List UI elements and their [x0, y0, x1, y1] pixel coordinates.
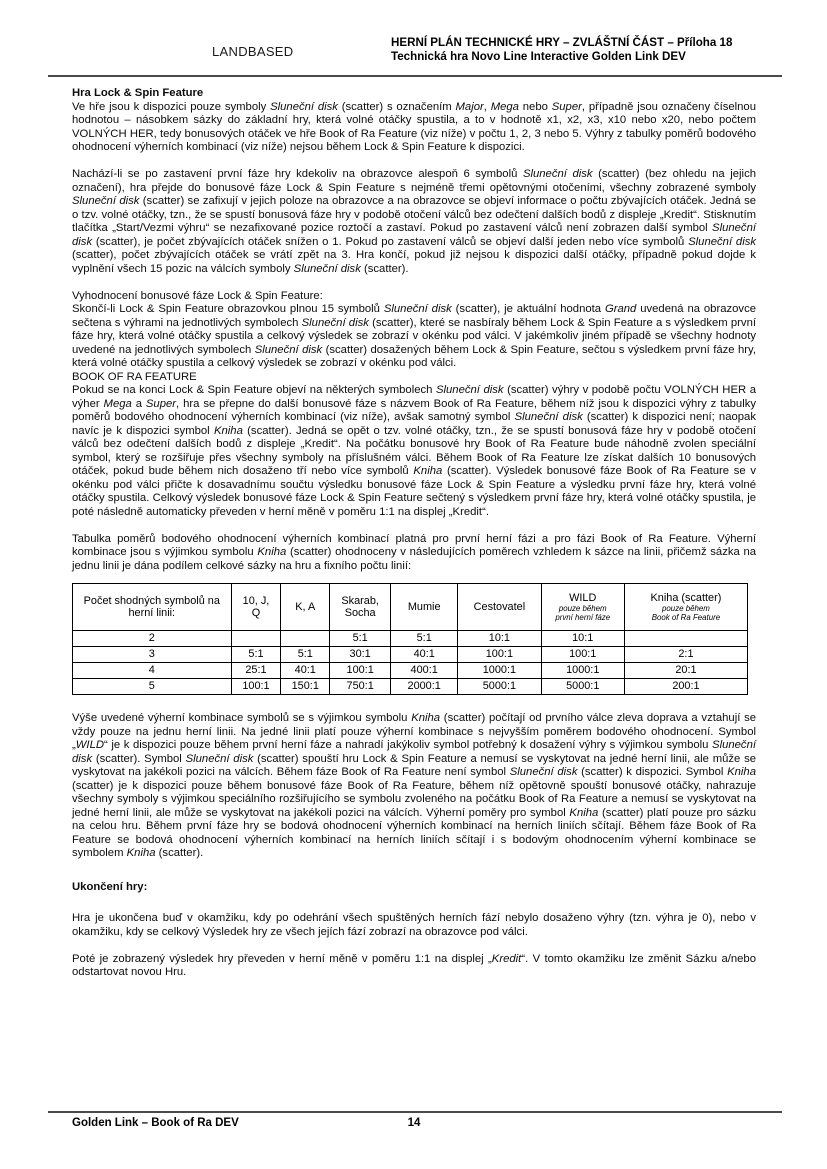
- text-run: Hra je ukončena buď v okamžiku, kdy po odehrání všech spuštěných herních fází nebylo dosaženo výhry (tzn. výhra je 0), nebo v okamžiku, kdy se celkový Výsledek hry ze všech jejích fází zobrazí na obrazovce pod válci.: [72, 912, 756, 938]
- table-cell: 100:1: [458, 647, 541, 663]
- text-run: Kniha: [126, 847, 156, 859]
- text-run: Sluneční disk: [270, 100, 338, 113]
- table-cell: 40:1: [391, 647, 458, 663]
- text-run: (scatter). Symbol: [92, 752, 186, 765]
- table-cell: 400:1: [391, 663, 458, 679]
- text-run: Ve hře jsou k dispozici pouze symboly: [72, 100, 271, 113]
- spacer: [72, 155, 756, 169]
- spacer: [72, 519, 756, 533]
- table-header-cell: [231, 584, 281, 631]
- text-run: (scatter) platí pouze pro sázku na celou hru. Během první fáze hry se bodová ohodnocení výherních kombinací na herních liniích sčítají. Během fáze Book of Ra Feature se bodová ohodnocení výherních kombinací na herních liniích sčítají i s bodovým ohodnocením výherní kombinace se symbolem: [72, 806, 756, 859]
- table-cell: 2:1: [624, 647, 747, 663]
- text-run: Poté je zobrazený výsledek hry převeden v herní měně v poměru 1:1 na displej „: [72, 952, 492, 965]
- para-lock-spin-rules: [72, 168, 756, 276]
- table-cell: [281, 631, 330, 647]
- table-cell: 20:1: [624, 663, 747, 679]
- table-cell: 2000:1: [391, 679, 458, 695]
- text-run: (scatter) k dispozici. Symbol: [577, 766, 728, 778]
- para-credit-transfer: [72, 953, 756, 980]
- table-cell: 100:1: [231, 679, 281, 695]
- text-run: Nachází-li se po zastavení první fáze hry kdekoliv na obrazovce alespoň 6 symbolů: [72, 168, 523, 180]
- footer-document-name: Golden Link – Book of Ra DEV: [72, 1117, 239, 1129]
- table-cell: 100:1: [541, 647, 624, 663]
- text-run: (scatter), je aktuální hodnota: [451, 303, 605, 315]
- text-run: nebo: [518, 100, 552, 113]
- header-main-line: Kniha (scatter): [650, 591, 722, 604]
- text-run: (scatter).: [360, 262, 409, 275]
- table-row: [73, 679, 748, 695]
- text-run: Sluneční disk: [514, 411, 583, 423]
- text-run: Sluneční disk: [509, 766, 578, 778]
- text-run: Ukončení hry:: [72, 880, 148, 893]
- table-cell: 30:1: [330, 647, 391, 663]
- header-main-line: Q: [251, 607, 261, 619]
- table-cell: 3: [73, 647, 232, 663]
- text-run: Výše uvedené výherní kombinace symbolů se s výjimkou symbolu: [72, 712, 412, 724]
- para-lock-spin-intro: [72, 101, 756, 155]
- text-run: (scatter) se zafixují v jejich poloze na obrazovce a na obrazovce se objeví informace o počtu zbývajících otáček. Jedná se o tzv. volné otáčky, tzn., že se spustí bonusová fáze hry v podobě otočení válců bez odečtení dalších bodů z displeje „Kredit“. Stisknutím tlačítka „Start/Vezmi výhru“ se nezafixované pozice roztočí a zastaví. Pokud po zastavení válců není zobrazen další symbol: [72, 195, 756, 234]
- header-divider: [48, 75, 782, 77]
- text-run: Sluneční disk: [185, 752, 254, 765]
- table-header-cell: [281, 584, 330, 631]
- table-cell: 5000:1: [458, 679, 541, 695]
- table-cell: 5: [73, 679, 232, 695]
- header-sub-line: Book of Ra Feature: [651, 613, 721, 623]
- table-header-cell: [330, 584, 391, 631]
- text-run: (scatter) ohodnoceny v následujících poměrech vzhledem k sázce na linii, přičemž sázka na jednu linii je dána podílem celkové sázky na hru a fixního počtu linií:: [72, 546, 757, 572]
- text-run: Sluneční disk: [435, 384, 504, 396]
- text-run: Kniha: [413, 465, 443, 477]
- header-main-line: K, A: [295, 600, 316, 613]
- line-evaluation-title: [72, 290, 756, 304]
- section-title-lock-spin: [72, 87, 756, 101]
- text-run: Sluneční disk: [383, 303, 452, 315]
- text-run: , případně jsou označeny číselnou hodnotou – násobkem sázky do základní hry, která volné otáčky spustila, a to v hodnotě x1, x2, x3, x10 nebo x20, nebo počtem VOLNÝCH HER, tedy bonusových otáček ve hře Book of Ra Feature (viz níže) v počtu 1, 2, 3 nebo 5. Výhry z tabulky poměrů bodového ohodnocení výherních kombinací (viz níže) nejsou během Lock & Spin Feature k dispozici.: [72, 100, 756, 153]
- table-cell: 5000:1: [541, 679, 624, 695]
- spacer: [72, 939, 756, 953]
- footer: [72, 1117, 756, 1129]
- table-cell: 5:1: [231, 647, 281, 663]
- text-run: (scatter). Jedná se opět o tzv. volné otáčky, tzn., že se spustí bonusová fáze hry v podobě otočení válců bez odečtení dalších bodů z displeje „Kredit“. Na počátku bonusové hry Book of Ra Feature bude náhodně zvolen speciální symbol, který se rozšiřuje přes všechny symboly na příslušném válci. Během Book of Ra Feature lze získat dalších 10 bonusových otáček, pokud bude během nich dosaženo tří nebo více symbolů: [72, 424, 756, 477]
- text-run: a: [131, 397, 146, 410]
- section-title-game-end: [72, 881, 756, 895]
- text-run: WILD: [75, 739, 105, 751]
- para-table-intro: [72, 533, 756, 574]
- text-run: “. V tomto okamžiku lze změnit Sázku a/nebo odstartovat novou Hru.: [72, 952, 756, 978]
- text-run: Sluneční disk: [522, 168, 593, 180]
- text-run: Kniha: [727, 766, 756, 778]
- para-win-combinations: [72, 712, 756, 861]
- text-run: Super: [551, 100, 582, 113]
- text-run: (scatter) spouští hru Lock & Spin Feature a nemusí se vyskytovat na jedné herní linii, ale může se vyskytovat na jakékoli pozici na válcích. Během fáze Book of Ra Feature není symbol: [72, 752, 756, 778]
- text-run: (scatter) k dispozici není; naopak navíc je k dispozici symbol: [72, 411, 756, 437]
- header-main-line: WILD: [569, 591, 597, 604]
- line-book-of-ra-title: [72, 371, 756, 385]
- payout-ratios-table: [72, 583, 748, 695]
- table-header-row: [73, 584, 748, 631]
- spacer: [72, 276, 756, 290]
- header-sub-line: první herní fáze: [555, 613, 611, 623]
- text-run: Pokud se na konci Lock & Spin Feature objeví na některých symbolech: [72, 384, 436, 396]
- spacer: [72, 573, 756, 583]
- header-main-line: herní linii:: [128, 607, 176, 619]
- text-run: Sluneční disk: [301, 316, 369, 329]
- table-row: [73, 631, 748, 647]
- content: [72, 87, 756, 980]
- table-cell: 200:1: [624, 679, 747, 695]
- para-book-of-ra: [72, 384, 756, 519]
- spacer: [72, 894, 756, 912]
- text-run: uvedená na obrazovce sečtena s výhrami na jednotlivých symbolech: [72, 303, 757, 329]
- footer-divider: [48, 1111, 782, 1113]
- header-title-line1: HERNÍ PLÁN TECHNICKÉ HRY – ZVLÁŠTNÍ ČÁST – Příloha 18: [391, 36, 733, 49]
- header-main-line: Skarab,: [341, 594, 379, 607]
- table-cell: 25:1: [231, 663, 281, 679]
- text-run: , hra se přepne do další bonusové fáze s názvem Book of Ra Feature, během níž jsou k dispozici výhry z tabulky poměrů bodového ohodnocení výherních kombinací (viz níže), avšak samotný symbol: [72, 397, 756, 423]
- header-main-line: Počet shodných symbolů na: [83, 594, 220, 607]
- para-game-end: [72, 912, 756, 939]
- text-run: ,: [483, 100, 491, 113]
- header-title-line2: Technická hra Novo Line Interactive Golden Link DEV: [391, 49, 686, 63]
- text-run: “ je k dispozici pouze během první herní fáze a nahradí jakýkoliv symbol potřebný k dosažení výhry s výjimkou symbolu: [104, 739, 713, 751]
- header-sub-line: pouze během: [662, 604, 710, 614]
- text-run: Super: [145, 397, 177, 410]
- table-cell: [624, 631, 747, 647]
- table-cell: 1000:1: [541, 663, 624, 679]
- text-run: Skončí-li Lock & Spin Feature obrazovkou plnou 15 symbolů: [72, 303, 384, 315]
- text-run: (scatter), je počet zbývajících otáček snížen o 1. Pokud po zastavení válců se objeví další jeden nebo více symbolů: [92, 235, 689, 248]
- text-run: (scatter).: [155, 847, 204, 859]
- text-run: Hra Lock & Spin Feature: [72, 87, 204, 99]
- text-run: Major: [455, 100, 484, 113]
- text-run: (scatter) dosažených během Lock & Spin Feature, sečtou s výsledkem první fáze hry, která volné otáčky spustila a celkový výsledek se zobrazí v okénku pod válci.: [72, 343, 756, 369]
- table-cell: 150:1: [281, 679, 330, 695]
- spacer: [72, 695, 756, 712]
- text-run: (scatter) s označením: [337, 100, 456, 113]
- header-right-block: [391, 36, 771, 63]
- text-run: Sluneční disk: [72, 222, 756, 248]
- table-cell: 5:1: [330, 631, 391, 647]
- table-header-cell: [541, 584, 624, 631]
- text-run: Tabulka poměrů bodového ohodnocení výherních kombinací platná pro první herní fázi a pro fázi Book of Ra Feature. Výherní kombinace jsou s výjimkou symbolu: [72, 532, 756, 558]
- text-run: Kniha: [569, 806, 599, 819]
- table-row: [73, 647, 748, 663]
- header-main-line: Mumie: [407, 600, 441, 613]
- text-run: Kredit: [491, 952, 522, 965]
- header-main-line: 10, J,: [242, 594, 270, 607]
- para-evaluation: [72, 303, 756, 371]
- table-header-cell: [458, 584, 541, 631]
- text-run: Kniha: [257, 546, 287, 558]
- text-run: (scatter), počet zbývajících otáček se vrátí zpět na 3. Hra končí, pokud již nejsou k dispozici další otáčky, případně pokud dojde k vyplnění všech 15 pozic na válcích symboly: [72, 249, 756, 275]
- text-run: Mega: [490, 100, 519, 113]
- table-cell: 2: [73, 631, 232, 647]
- table-cell: [231, 631, 281, 647]
- text-run: Sluneční disk: [72, 739, 756, 765]
- table-header-cell: [391, 584, 458, 631]
- text-run: Sluneční disk: [688, 235, 756, 248]
- spacer: [72, 861, 756, 881]
- text-run: Vyhodnocení bonusové fáze Lock & Spin Feature:: [72, 289, 323, 302]
- text-run: (scatter) počítají od prvního válce zleva doprava a vztahují se vždy pouze na jednu herní linii. Na jedné linii platí pouze výherní kombinace s nejvyšším poměrem bodového ohodnocení. Symbol „: [72, 712, 756, 751]
- table-cell: 10:1: [458, 631, 541, 647]
- text-run: Mega: [103, 397, 132, 410]
- header-sub-line: pouze během: [558, 604, 607, 614]
- table-header-cell: [73, 584, 232, 631]
- table-row: [73, 663, 748, 679]
- table-cell: 40:1: [281, 663, 330, 679]
- text-run: BOOK OF RA FEATURE: [72, 370, 197, 383]
- table-cell: 4: [73, 663, 232, 679]
- header-main-line: Socha: [344, 607, 376, 619]
- text-run: (scatter), které se nasbíraly během Lock & Spin Feature a s výsledkem první fáze hry, která volné otáčky spustila a celkový výsledek se zobrazí v okénku pod válci. V jakémkoliv jiném případě se všechny hodnoty uvedené na jednotlivých symbolech: [72, 316, 756, 356]
- table-header-cell: [624, 584, 747, 631]
- text-run: Sluneční disk: [72, 195, 140, 207]
- table-cell: 1000:1: [458, 663, 541, 679]
- table-cell: 5:1: [281, 647, 330, 663]
- table-cell: 10:1: [541, 631, 624, 647]
- header-main-line: Cestovatel: [473, 600, 526, 613]
- text-run: Sluneční disk: [254, 343, 323, 356]
- table-cell: 5:1: [391, 631, 458, 647]
- text-run: Kniha: [411, 712, 441, 724]
- header-left-label: LANDBASED: [212, 44, 294, 59]
- table-cell: 750:1: [330, 679, 391, 695]
- text-run: (scatter). Výsledek bonusové fáze Book of Ra Feature se v okénku pod válci přičte k dosavadnímu součtu výsledku bonusové fáze Lock & Spin Feature a výsledku první fáze hry, která volné otáčky spustila. Celkový výsledek bonusové fáze Lock & Spin Feature sečtený s výsledkem první fáze hry, která volné otáčky spustila, je poté následně automaticky převeden v herní měně v poměru 1:1 na displej „Kredit“.: [72, 465, 757, 518]
- footer-page-number: 14: [407, 1117, 421, 1129]
- text-run: Sluneční disk: [293, 262, 361, 275]
- text-run: Grand: [604, 303, 637, 315]
- text-run: (scatter) (bez ohledu na jejich označení), hra přejde do bonusové fáze Lock & Spin Feature s nejméně třemi opětovnými otočeními, všechny zobrazené symboly: [72, 168, 756, 194]
- text-run: (scatter) je k dispozici pouze během bonusové fáze Book of Ra Feature, během níž opětovně spouští bonusové otáčky, nahrazuje všechny symboly s výjimkou speciálního rozšiřujícího se symbolu zvoleného na počátku Book of Ra Feature a nemusí se vyskytovat na jedné herní linii, ale může se vyskytovat na jakékoli pozici na válcích. Výherní poměry pro symbol: [72, 779, 756, 819]
- table-cell: 100:1: [330, 663, 391, 679]
- text-run: (scatter) výhry v podobě počtu VOLNÝCH HER a výher: [72, 384, 756, 410]
- text-run: Kniha: [213, 424, 243, 437]
